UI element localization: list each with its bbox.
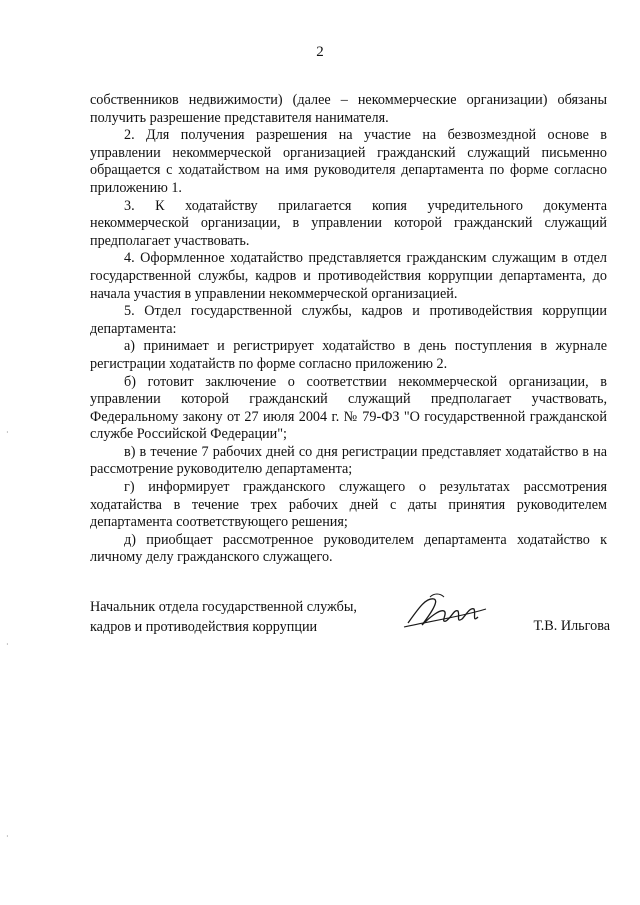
paragraph-3: 3. К ходатайству прилагается копия учредительного документа некоммерческой организации, в управлении которой гражданский служащий предполагает участвовать. [90,197,607,249]
page-number: 2 [316,44,324,60]
margin-dot: · [6,640,9,649]
signatory-position-line-2: кадров и противодействия коррупции [90,619,318,635]
margin-dot: · [6,428,9,437]
signatory-position [90,597,357,637]
paragraph-5g: г) информирует гражданского служащего о результатах рассмотрения ходатайства в течение трех рабочих дней с даты принятия руководителем департамента соответствующего решения; [90,479,607,531]
paragraph-4: 4. Оформленное ходатайство представляется гражданским служащим в отдел государственной службы, кадров и противодействия коррупции департамента, до начала участия в управлении некоммерческой организацией. [90,250,607,302]
signatory-position-line-1: Начальник отдела государственной службы, [90,599,357,615]
signature-block [90,597,610,647]
paragraph-2: 2. Для получения разрешения на участие на безвозмездной основе в управлении некоммерческой организацией гражданский служащий письменно обращается с ходатайством на имя руководителя департамента по форме согласно приложению 1. [90,127,607,196]
handwritten-signature [400,587,490,637]
paragraph-5: 5. Отдел государственной службы, кадров и противодействия коррупции департамента: [90,303,607,337]
document-body [90,92,607,567]
paragraph-5v: в) в течение 7 рабочих дней со дня регистрации представляет ходатайство в на рассмотрение руководителю департамента; [90,443,607,478]
paragraph-5a: а) принимает и регистрирует ходатайство в день поступления в журнале регистрации ходатайств по форме согласно приложению 2. [90,338,607,372]
signatory-name: Т.В. Ильгова [533,618,610,634]
paragraph-intro: собственников недвижимости) (далее – некоммерческие организации) обязаны получить разрешение представителя нанимателя. [90,92,607,126]
paragraph-5b: б) готовит заключение о соответствии некоммерческой организации, в управлении которой гражданский служащий предполагает участвовать, Федеральному закону от 27 июля 2004 г. № 79-ФЗ "О государственной гражданской службе Российской Федерации"; [90,373,607,443]
paragraph-5d: д) приобщает рассмотренное руководителем департамента ходатайство к личному делу гражданского служащего. [90,531,607,566]
margin-dot: · [6,832,9,841]
